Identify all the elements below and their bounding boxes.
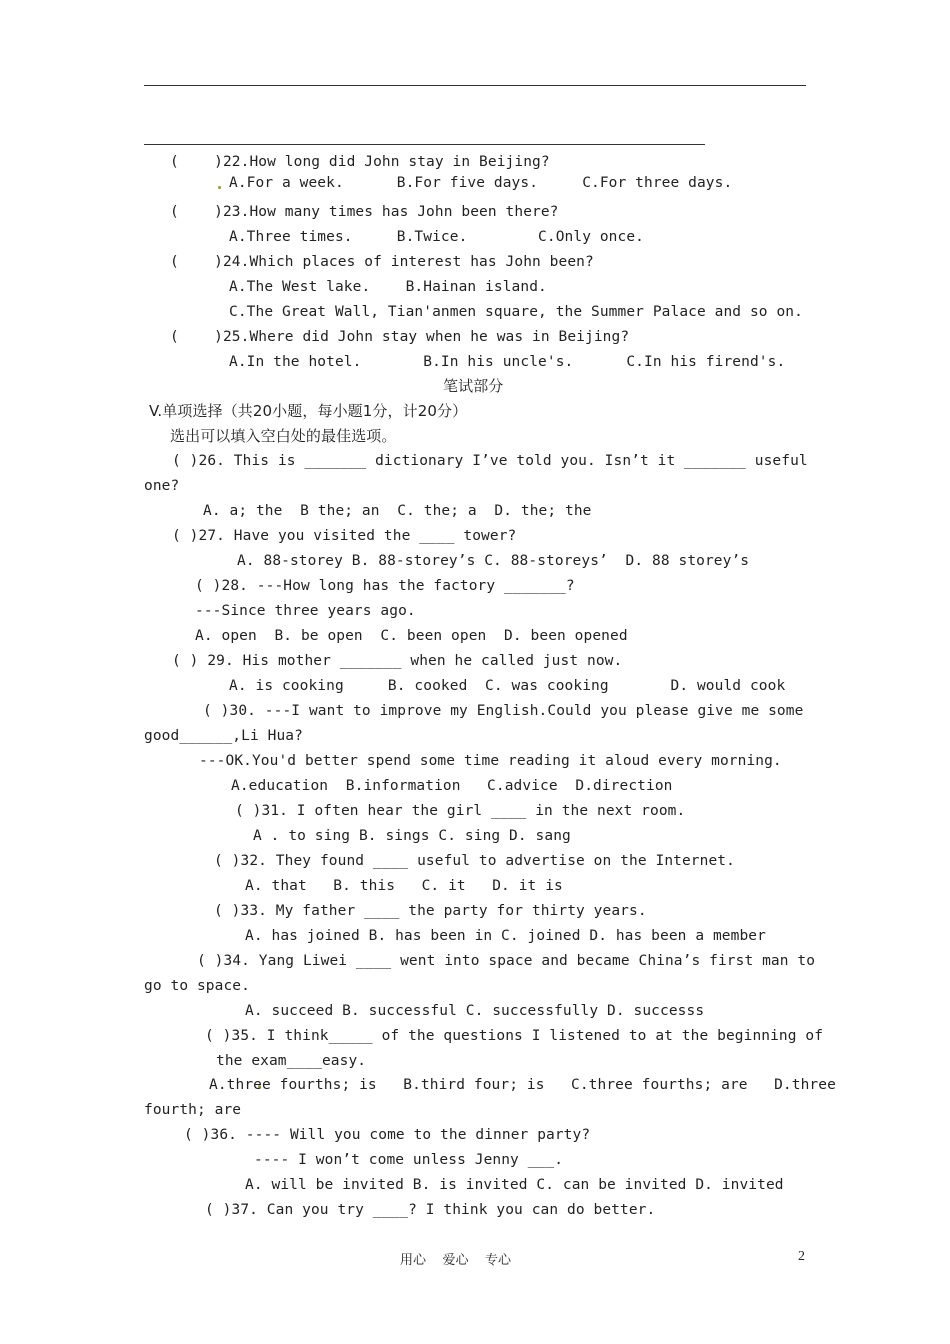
q35-stem-cont: the exam____easy. — [216, 1053, 367, 1069]
q36-options: A. will be invited B. is invited C. can be invited D. invited — [245, 1177, 784, 1193]
page-number: 2 — [798, 1249, 805, 1264]
q32-options: A. that B. this C. it D. it is — [245, 878, 563, 894]
q30-options: A.education B.information C.advice D.direction — [231, 778, 673, 794]
q24-stem: ( )24.Which places of interest has John been? — [170, 254, 594, 270]
q25-options: A.In the hotel. B.In his uncle's. C.In his firend's. — [229, 354, 786, 370]
q35-stem: ( )35. I think_____ of the questions I listened to at the beginning of — [205, 1028, 824, 1044]
q28-stem: ( )28. ---How long has the factory _______? — [195, 578, 575, 594]
section-heading: 笔试部分 — [443, 377, 504, 395]
q35-options-cont: fourth; are — [144, 1102, 242, 1118]
q28-options: A. open B. be open C. been open D. been opened — [195, 628, 628, 644]
q34-options: A. succeed B. successful C. successfully D. successs — [245, 1003, 705, 1019]
q35-options: A.three fourths; is B.third four; is C.three fourths; are D.three — [209, 1077, 836, 1093]
page-footer: 用心 爱心 专心 — [400, 1253, 512, 1268]
q23-options: A.Three times. B.Twice. C.Only once. — [229, 229, 644, 245]
q22-stem: ( )22.How long did John stay in Beijing? — [170, 154, 550, 170]
q27-options: A. 88-storey B. 88-storey’s C. 88-storeys’ D. 88 storey’s — [237, 553, 750, 569]
q28-reply: ---Since three years ago. — [195, 603, 416, 619]
q30-reply: ---OK.You'd better spend some time reading it aloud every morning. — [199, 753, 782, 769]
q26-stem-cont: one? — [144, 478, 180, 494]
q36-reply: ---- I won’t come unless Jenny ___. — [254, 1152, 564, 1168]
q29-stem: ( ) 29. His mother _______ when he called just now. — [172, 653, 623, 669]
q36-stem: ( )36. ---- Will you come to the dinner party? — [184, 1127, 591, 1143]
q27-stem: ( )27. Have you visited the ____ tower? — [172, 528, 517, 544]
section-rule — [144, 144, 705, 145]
q32-stem: ( )32. They found ____ useful to advertise on the Internet. — [214, 853, 735, 869]
q34-stem: ( )34. Yang Liwei ____ went into space and became China’s first man to — [197, 953, 816, 969]
q26-stem: ( )26. This is _______ dictionary I’ve told you. Isn’t it _______ useful — [172, 453, 808, 469]
q31-stem: ( )31. I often hear the girl ____ in the next room. — [235, 803, 686, 819]
q30-stem: ( )30. ---I want to improve my English.Could you please give me some — [203, 703, 804, 719]
header-rule — [144, 85, 806, 86]
stray-mark — [218, 186, 221, 189]
part-title: V.单项选择（共20小题，每小题1分，计20分） — [149, 402, 468, 420]
q30-stem-cont: good______,Li Hua? — [144, 728, 303, 744]
q37-stem: ( )37. Can you try ____? I think you can do better. — [205, 1202, 656, 1218]
part-instruction: 选出可以填入空白处的最佳选项。 — [170, 427, 397, 445]
q24-options: A.The West lake. B.Hainan island. — [229, 279, 547, 295]
q34-stem-cont: go to space. — [144, 978, 250, 994]
q31-options: A . to sing B. sings C. sing D. sang — [253, 828, 571, 844]
q26-options: A. a; the B the; an C. the; a D. the; the — [203, 503, 592, 519]
q24-options-c: C.The Great Wall, Tian'anmen square, the Summer Palace and so on. — [229, 304, 803, 320]
q25-stem: ( )25.Where did John stay when he was in Beijing? — [170, 329, 630, 345]
q22-options: A.For a week. B.For five days. C.For three days. — [229, 175, 733, 191]
q23-stem: ( )23.How many times has John been there? — [170, 204, 559, 220]
q33-stem: ( )33. My father ____ the party for thirty years. — [214, 903, 647, 919]
q33-options: A. has joined B. has been in C. joined D. has been a member — [245, 928, 766, 944]
q29-options: A. is cooking B. cooked C. was cooking D. would cook — [229, 678, 786, 694]
